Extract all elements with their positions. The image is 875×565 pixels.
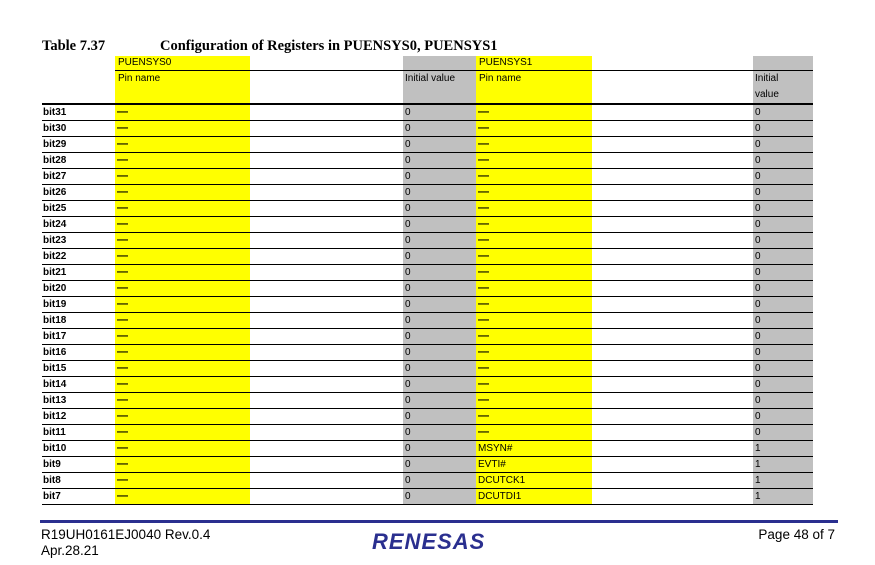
reg0-initial-cell: 0 xyxy=(403,361,476,376)
reg1-pin-cell: — xyxy=(476,377,592,392)
reg1-pin-cell: — xyxy=(476,425,592,440)
table-row xyxy=(42,409,813,425)
bit-label: bit19 xyxy=(43,299,67,310)
reg0-pin-cell: — xyxy=(115,281,250,296)
table-row xyxy=(42,361,813,377)
reg0-initial-cell: 0 xyxy=(403,489,476,504)
reg0-pin-cell: — xyxy=(115,473,250,488)
table-number: Table 7.37 xyxy=(42,38,106,54)
reg0-pin-cell: — xyxy=(115,137,250,152)
bit-label: bit16 xyxy=(43,347,67,358)
reg0-initial-cell: 0 xyxy=(403,345,476,360)
reg1-initial-cell: 0 xyxy=(753,217,813,232)
reg1-pin-cell: — xyxy=(476,249,592,264)
bit-label: bit12 xyxy=(43,411,67,422)
reg0-initial-cell: 0 xyxy=(403,249,476,264)
reg1-pin-cell: — xyxy=(476,201,592,216)
table-row xyxy=(42,345,813,361)
reg1-pin-cell: — xyxy=(476,137,592,152)
reg1-initial-label-line1: Initial xyxy=(755,73,779,84)
table-row xyxy=(42,425,813,441)
footer-rule xyxy=(40,520,838,523)
reg0-pin-cell: — xyxy=(115,233,250,248)
reg1-initial-cell: 1 xyxy=(753,489,813,504)
reg0-initial-cell: 0 xyxy=(403,457,476,472)
table-row xyxy=(42,153,813,169)
register-table-body xyxy=(42,105,813,505)
reg1-initial-cell: 0 xyxy=(753,297,813,312)
reg0-initial-cell: 0 xyxy=(403,409,476,424)
table-row xyxy=(42,297,813,313)
table-row xyxy=(42,201,813,217)
reg0-initial-cell: 0 xyxy=(403,329,476,344)
table-row xyxy=(42,185,813,201)
reg1-initial-value-header xyxy=(753,71,813,104)
table-row xyxy=(42,249,813,265)
reg0-pin-cell: — xyxy=(115,377,250,392)
bit-label: bit27 xyxy=(43,171,67,182)
reg1-initial-label-line2: value xyxy=(755,89,779,100)
reg1-pin-cell: — xyxy=(476,265,592,280)
reg0-pin-cell: — xyxy=(115,249,250,264)
reg1-initial-cell: 0 xyxy=(753,233,813,248)
reg1-initial-cell: 0 xyxy=(753,313,813,328)
bit-label: bit29 xyxy=(43,139,67,150)
reg0-initial-cell: 0 xyxy=(403,377,476,392)
reg1-header: PUENSYS1 xyxy=(476,56,592,70)
table-row xyxy=(42,233,813,249)
reg1-pin-cell: — xyxy=(476,281,592,296)
table-row xyxy=(42,169,813,185)
reg1-initial-cell: 0 xyxy=(753,121,813,136)
reg1-initial-cell: 0 xyxy=(753,153,813,168)
table-row xyxy=(42,313,813,329)
reg1-pin-name-header: Pin name xyxy=(476,71,592,104)
bit-label: bit31 xyxy=(43,107,67,118)
reg1-initial-cell: 0 xyxy=(753,329,813,344)
reg0-initial-cell: 0 xyxy=(403,137,476,152)
reg1-pin-cell: — xyxy=(476,409,592,424)
bit-label: bit14 xyxy=(43,379,67,390)
reg0-initial-cell: 0 xyxy=(403,233,476,248)
reg0-initial-cell: 0 xyxy=(403,185,476,200)
table-row xyxy=(42,329,813,345)
bit-label: bit24 xyxy=(43,219,67,230)
table-row xyxy=(42,377,813,393)
bit-label: bit25 xyxy=(43,203,67,214)
reg0-pin-cell: — xyxy=(115,393,250,408)
reg1-pin-cell: DCUTCK1 xyxy=(476,473,592,488)
reg0-initial-cell: 0 xyxy=(403,393,476,408)
table-row xyxy=(42,121,813,137)
reg1-pin-cell: — xyxy=(476,297,592,312)
table-row xyxy=(42,137,813,153)
reg1-pin-cell: — xyxy=(476,169,592,184)
table-row xyxy=(42,473,813,489)
reg0-pin-cell: — xyxy=(115,153,250,168)
reg0-pin-cell: — xyxy=(115,329,250,344)
reg0-pin-cell: — xyxy=(115,441,250,456)
reg1-initial-cell: 0 xyxy=(753,265,813,280)
reg1-pin-cell: — xyxy=(476,233,592,248)
reg1-initial-cell: 0 xyxy=(753,345,813,360)
reg1-initial-cell: 0 xyxy=(753,137,813,152)
table-row xyxy=(42,441,813,457)
reg0-pin-name-header: Pin name xyxy=(115,71,250,104)
reg0-initial-value-header: Initial value xyxy=(403,71,476,104)
footer-date: Apr.28.21 xyxy=(41,543,99,558)
reg0-pin-cell: — xyxy=(115,297,250,312)
reg1-initial-cell: 0 xyxy=(753,281,813,296)
reg1-pin-cell: EVTI# xyxy=(476,457,592,472)
reg1-initial-cell: 1 xyxy=(753,473,813,488)
table-row xyxy=(42,393,813,409)
reg1-pin-cell: — xyxy=(476,393,592,408)
reg1-pin-cell: — xyxy=(476,153,592,168)
reg0-pin-cell: — xyxy=(115,489,250,504)
reg1-initial-cell: 0 xyxy=(753,361,813,376)
reg0-initial-cell: 0 xyxy=(403,441,476,456)
table-row xyxy=(42,265,813,281)
bit-label: bit11 xyxy=(43,427,66,438)
reg1-initial-cell: 0 xyxy=(753,409,813,424)
reg0-initial-cell: 0 xyxy=(403,281,476,296)
reg1-initial-cell: 0 xyxy=(753,425,813,440)
table-row xyxy=(42,105,813,121)
reg0-initial-cell: 0 xyxy=(403,217,476,232)
reg1-initial-header-top xyxy=(753,56,813,70)
footer-page-number: Page 48 of 7 xyxy=(758,527,835,542)
reg1-initial-cell: 0 xyxy=(753,169,813,184)
renesas-logo xyxy=(370,528,510,554)
reg1-initial-cell: 0 xyxy=(753,201,813,216)
bit-label: bit18 xyxy=(43,315,67,326)
reg0-initial-cell: 0 xyxy=(403,169,476,184)
reg1-initial-cell: 0 xyxy=(753,185,813,200)
bit-label: bit10 xyxy=(43,443,67,454)
bit-label: bit17 xyxy=(43,331,67,342)
reg1-pin-cell: DCUTDI1 xyxy=(476,489,592,504)
reg0-pin-cell: — xyxy=(115,457,250,472)
reg1-pin-cell: — xyxy=(476,313,592,328)
reg1-pin-cell: — xyxy=(476,217,592,232)
reg0-initial-cell: 0 xyxy=(403,425,476,440)
footer-doc-id: R19UH0161EJ0040 Rev.0.4 xyxy=(41,527,211,542)
reg0-header: PUENSYS0 xyxy=(115,56,250,70)
reg0-initial-cell: 0 xyxy=(403,201,476,216)
reg0-initial-cell: 0 xyxy=(403,265,476,280)
reg0-initial-cell: 0 xyxy=(403,297,476,312)
reg0-initial-header-top xyxy=(403,56,476,70)
bit-label: bit21 xyxy=(43,267,67,278)
reg0-pin-cell: — xyxy=(115,217,250,232)
table-row xyxy=(42,281,813,297)
reg0-pin-cell: — xyxy=(115,121,250,136)
reg1-initial-cell: 0 xyxy=(753,249,813,264)
table-title xyxy=(42,38,498,55)
reg1-pin-cell: — xyxy=(476,361,592,376)
reg0-pin-cell: — xyxy=(115,185,250,200)
reg1-pin-cell: MSYN# xyxy=(476,441,592,456)
bit-label: bit7 xyxy=(43,491,61,502)
reg0-pin-cell: — xyxy=(115,425,250,440)
reg1-pin-cell: — xyxy=(476,329,592,344)
reg0-initial-cell: 0 xyxy=(403,105,476,120)
reg0-initial-cell: 0 xyxy=(403,313,476,328)
bit-label: bit13 xyxy=(43,395,67,406)
bit-label: bit22 xyxy=(43,251,67,262)
bit-label: bit26 xyxy=(43,187,67,198)
reg1-initial-cell: 1 xyxy=(753,457,813,472)
bit-label: bit15 xyxy=(43,363,67,374)
table-caption: Configuration of Registers in PUENSYS0, PUENSYS1 xyxy=(160,38,498,54)
reg0-pin-cell: — xyxy=(115,169,250,184)
reg0-pin-cell: — xyxy=(115,361,250,376)
reg1-pin-cell: — xyxy=(476,121,592,136)
reg0-initial-cell: 0 xyxy=(403,473,476,488)
reg1-pin-cell: — xyxy=(476,105,592,120)
reg1-pin-cell: — xyxy=(476,345,592,360)
bit-label: bit30 xyxy=(43,123,67,134)
bit-label: bit8 xyxy=(43,475,61,486)
reg0-initial-cell: 0 xyxy=(403,121,476,136)
logo-text: RENESAS xyxy=(372,529,486,554)
bit-label: bit23 xyxy=(43,235,67,246)
footer-doc-info xyxy=(41,527,210,559)
reg0-pin-cell: — xyxy=(115,201,250,216)
reg1-initial-cell: 0 xyxy=(753,105,813,120)
reg0-pin-cell: — xyxy=(115,345,250,360)
reg1-initial-cell: 1 xyxy=(753,441,813,456)
reg0-pin-cell: — xyxy=(115,409,250,424)
table-row xyxy=(42,457,813,473)
table-row xyxy=(42,217,813,233)
bit-label: bit20 xyxy=(43,283,67,294)
reg0-pin-cell: — xyxy=(115,105,250,120)
reg0-pin-cell: — xyxy=(115,265,250,280)
reg1-initial-cell: 0 xyxy=(753,393,813,408)
bit-label: bit9 xyxy=(43,459,61,470)
bit-label: bit28 xyxy=(43,155,67,166)
reg0-pin-cell: — xyxy=(115,313,250,328)
reg1-pin-cell: — xyxy=(476,185,592,200)
table-row xyxy=(42,489,813,505)
reg0-initial-cell: 0 xyxy=(403,153,476,168)
reg1-initial-cell: 0 xyxy=(753,377,813,392)
